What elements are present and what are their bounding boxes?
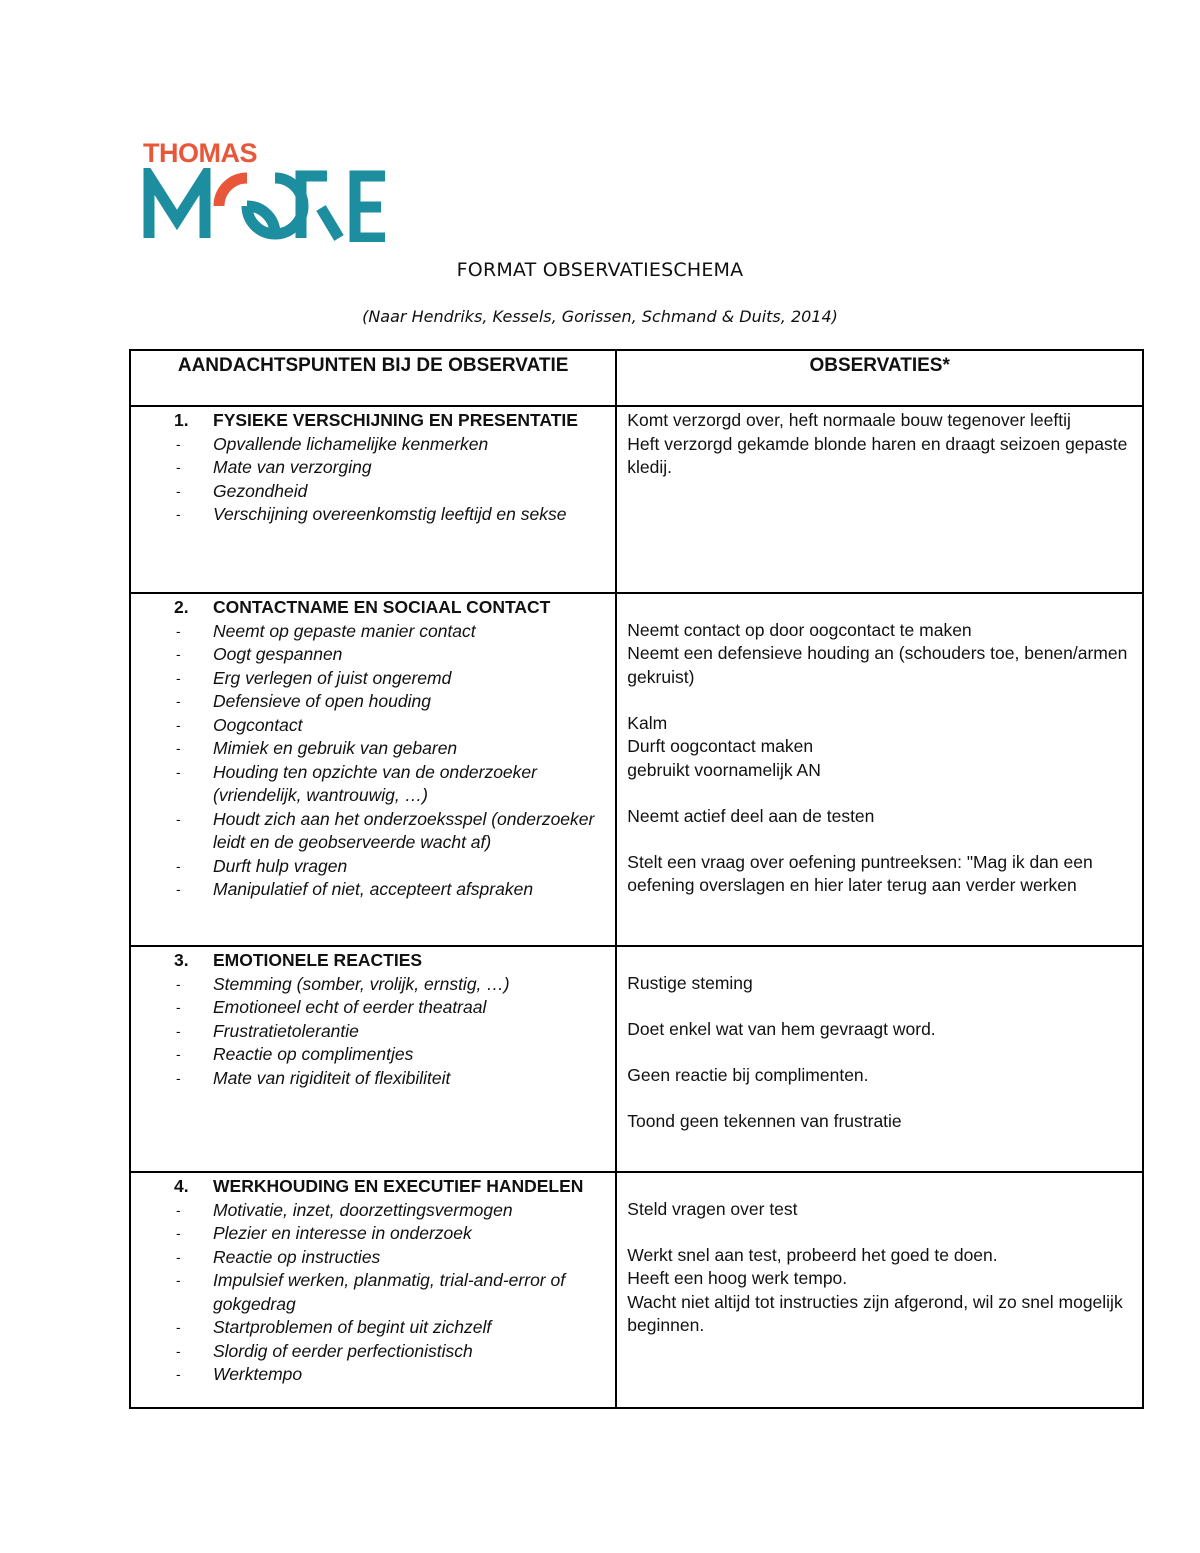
- observation-line: Wacht niet altijd tot instructies zijn afgerond, wil zo snel mogelijk beginnen.: [627, 1291, 1123, 1335]
- list-item: [131, 1020, 615, 1044]
- observation-line: Toond geen tekennen van frustratie: [627, 1110, 902, 1131]
- observation-line: [627, 949, 1130, 972]
- observation-line: [627, 1087, 1130, 1110]
- list-item: [131, 690, 615, 714]
- dash-bullet-icon: -: [176, 1225, 181, 1241]
- list-item-text: Mimiek en gebruik van gebaren: [213, 738, 458, 758]
- list-item-text: Oogcontact: [213, 714, 303, 735]
- list-item: [131, 620, 615, 644]
- list-item: [131, 855, 615, 879]
- dash-bullet-icon: -: [176, 669, 181, 686]
- list-item: [131, 996, 615, 1020]
- observation-line: [627, 1041, 1130, 1064]
- section-title: CONTACTNAME EN SOCIAAL CONTACT: [213, 597, 551, 617]
- observation-line: Heft verzorgd gekamde blonde haren en draagt seizoen gepaste kledij.: [627, 433, 1128, 477]
- list-item: [131, 1340, 615, 1364]
- observation-cell: [616, 946, 1143, 1172]
- table-row: [130, 406, 1143, 593]
- list-item: [131, 503, 615, 527]
- list-item-text: Houdt zich aan het onderzoeksspel (onderzoeker leidt en de geobserveerde wacht af): [213, 808, 595, 852]
- section-title: WERKHOUDING EN EXECUTIEF HANDELEN: [213, 1176, 584, 1196]
- list-item-text: Slordig of eerder perfectionistisch: [213, 1340, 473, 1361]
- dash-bullet-icon: -: [176, 1272, 181, 1288]
- list-item: [131, 1363, 615, 1387]
- list-item-text: Emotioneel echt of eerder theatraal: [213, 997, 487, 1017]
- list-item-text: Mate van verzorging: [213, 457, 372, 477]
- list-item-text: Werktempo: [213, 1364, 303, 1384]
- attention-cell: [130, 593, 616, 946]
- document-subtitle: (Naar Hendriks, Kessels, Gorissen, Schmand & Duits, 2014): [362, 307, 838, 326]
- attention-cell: [130, 946, 616, 1172]
- section-heading: [131, 1173, 615, 1199]
- attention-cell: [130, 406, 616, 593]
- dash-bullet-icon: -: [176, 1248, 181, 1265]
- thomas-more-logo: [143, 138, 393, 242]
- dash-bullet-icon: -: [176, 999, 181, 1015]
- list-item-text: Erg verlegen of juist ongeremd: [213, 667, 452, 688]
- list-item-text: Reactie op instructies: [213, 1246, 381, 1267]
- list-item-text: Houding ten opzichte van de onderzoeker (vriendelijk, wantrouwig, …): [213, 761, 537, 805]
- list-item: [131, 737, 615, 761]
- list-item-text: Motivatie, inzet, doorzettingsvermogen: [213, 1199, 513, 1220]
- dash-bullet-icon: -: [176, 810, 181, 827]
- dash-bullet-icon: -: [176, 881, 181, 897]
- section-number: 2.: [174, 597, 189, 617]
- section-number: 3.: [174, 950, 189, 970]
- section-number: 4.: [174, 1176, 189, 1196]
- observation-line: gebruikt voornamelijk AN: [627, 759, 821, 780]
- list-item-text: Manipulatief of niet, accepteert afspraken: [213, 879, 534, 899]
- header-observations: OBSERVATIES*: [616, 350, 1143, 406]
- list-item-text: Oogt gespannen: [213, 644, 343, 664]
- dash-bullet-icon: -: [176, 482, 181, 499]
- list-item-text: Gezondheid: [213, 480, 308, 501]
- observation-line: Neemt contact op door oogcontact te maken: [627, 619, 972, 640]
- observation-line: [627, 1175, 1130, 1198]
- observation-line: Neemt een defensieve houding an (schouders toe, benen/armen gekruist): [627, 643, 1128, 687]
- table-row: [130, 593, 1143, 946]
- list-item-text: Startproblemen of begint uit zichzelf: [213, 1317, 492, 1337]
- observation-text: [617, 947, 1142, 1133]
- dash-bullet-icon: -: [176, 693, 181, 709]
- dash-bullet-icon: -: [176, 740, 181, 756]
- list-item-text: Plezier en interesse in onderzoek: [213, 1223, 472, 1243]
- dash-bullet-icon: -: [176, 1366, 181, 1382]
- logo-top-word: THOMAS: [143, 138, 257, 168]
- list-item-text: Mate van rigiditeit of flexibiliteit: [213, 1067, 451, 1088]
- list-item-text: Defensieve of open houding: [213, 691, 431, 711]
- list-item-text: Frustratietolerantie: [213, 1020, 359, 1041]
- observation-cell: [616, 1172, 1143, 1408]
- list-item: [131, 1269, 615, 1316]
- observation-cell: [616, 593, 1143, 946]
- observation-line: Heeft een hoog werk tempo.: [627, 1268, 848, 1288]
- list-item: [131, 456, 615, 480]
- section-title: EMOTIONELE REACTIES: [213, 950, 423, 970]
- observation-table: [129, 349, 1144, 1409]
- dash-bullet-icon: -: [176, 459, 181, 475]
- section-title: FYSIEKE VERSCHIJNING EN PRESENTATIE: [213, 410, 578, 430]
- logo-more-wordmark: [143, 168, 393, 242]
- list-item: [131, 1199, 615, 1223]
- list-item: [131, 714, 615, 738]
- observation-line: [627, 1221, 1130, 1244]
- dash-bullet-icon: -: [176, 716, 181, 733]
- list-item: [131, 1316, 615, 1340]
- dash-bullet-icon: -: [176, 1201, 181, 1218]
- observation-line: [627, 782, 1130, 805]
- list-item: [131, 1067, 615, 1091]
- list-item: [131, 973, 615, 997]
- observation-line: Doet enkel wat van hem gevraagt word.: [627, 1018, 936, 1039]
- list-item: [131, 1222, 615, 1246]
- list-item: [131, 667, 615, 691]
- list-item-text: Stemming (somber, vrolijk, ernstig, …): [213, 973, 510, 994]
- dash-bullet-icon: -: [176, 1319, 181, 1335]
- observation-line: Rustige steming: [627, 972, 753, 993]
- table-row: [130, 946, 1143, 1172]
- table-row: [130, 1172, 1143, 1408]
- list-item: [131, 1246, 615, 1270]
- list-item-text: Impulsief werken, planmatig, trial-and-error of gokgedrag: [213, 1270, 566, 1314]
- dash-bullet-icon: -: [176, 1022, 181, 1039]
- list-item: [131, 1043, 615, 1067]
- observation-text: [617, 594, 1142, 898]
- observation-line: Steld vragen over test: [627, 1198, 798, 1219]
- observation-line: [627, 596, 1130, 619]
- observation-line: [627, 689, 1130, 712]
- observation-line: Stelt een vraag over oefening puntreeksen: "Mag ik dan een oefening overslagen en hier later terug aan verder werken: [627, 851, 1093, 895]
- list-item-text: Neemt op gepaste manier contact: [213, 620, 476, 641]
- table-header-row: [130, 350, 1143, 406]
- observation-text: [617, 407, 1142, 480]
- list-item: [131, 643, 615, 667]
- list-item: [131, 433, 615, 457]
- section-heading: [131, 594, 615, 620]
- observation-line: Durft oogcontact maken: [627, 736, 814, 756]
- list-item-text: Verschijning overeenkomstig leeftijd en sekse: [213, 504, 567, 524]
- list-item: [131, 761, 615, 808]
- observation-line: Kalm: [627, 712, 668, 733]
- dash-bullet-icon: -: [176, 1342, 181, 1359]
- dash-bullet-icon: -: [176, 975, 181, 992]
- observation-cell: [616, 406, 1143, 593]
- section-heading: [131, 407, 615, 433]
- observation-text: [617, 1173, 1142, 1338]
- document-title: FORMAT OBSERVATIESCHEMA: [456, 259, 744, 281]
- dash-bullet-icon: -: [176, 1069, 181, 1086]
- observation-line: Werkt snel aan test, probeerd het goed te doen.: [627, 1244, 998, 1265]
- dash-bullet-icon: -: [176, 763, 181, 780]
- dash-bullet-icon: -: [176, 622, 181, 639]
- section-number: 1.: [174, 410, 189, 430]
- observation-line: Komt verzorgd over, heft normaale bouw tegenover leeftij: [627, 410, 1071, 430]
- dash-bullet-icon: -: [176, 435, 181, 452]
- list-item-text: Opvallende lichamelijke kenmerken: [213, 433, 489, 454]
- dash-bullet-icon: -: [176, 857, 181, 874]
- list-item-text: Reactie op complimentjes: [213, 1044, 414, 1064]
- dash-bullet-icon: -: [176, 646, 181, 662]
- observation-line: Geen reactie bij complimenten.: [627, 1064, 869, 1085]
- observation-line: Neemt actief deel aan de testen: [627, 805, 875, 826]
- section-heading: [131, 947, 615, 973]
- list-item-text: Durft hulp vragen: [213, 855, 348, 876]
- list-item: [131, 480, 615, 504]
- header-attention-points: AANDACHTSPUNTEN BIJ DE OBSERVATIE: [130, 350, 616, 406]
- attention-cell: [130, 1172, 616, 1408]
- list-item: [131, 808, 615, 855]
- dash-bullet-icon: -: [176, 506, 181, 522]
- observation-line: [627, 995, 1130, 1018]
- list-item: [131, 878, 615, 902]
- dash-bullet-icon: -: [176, 1046, 181, 1062]
- observation-line: [627, 828, 1130, 851]
